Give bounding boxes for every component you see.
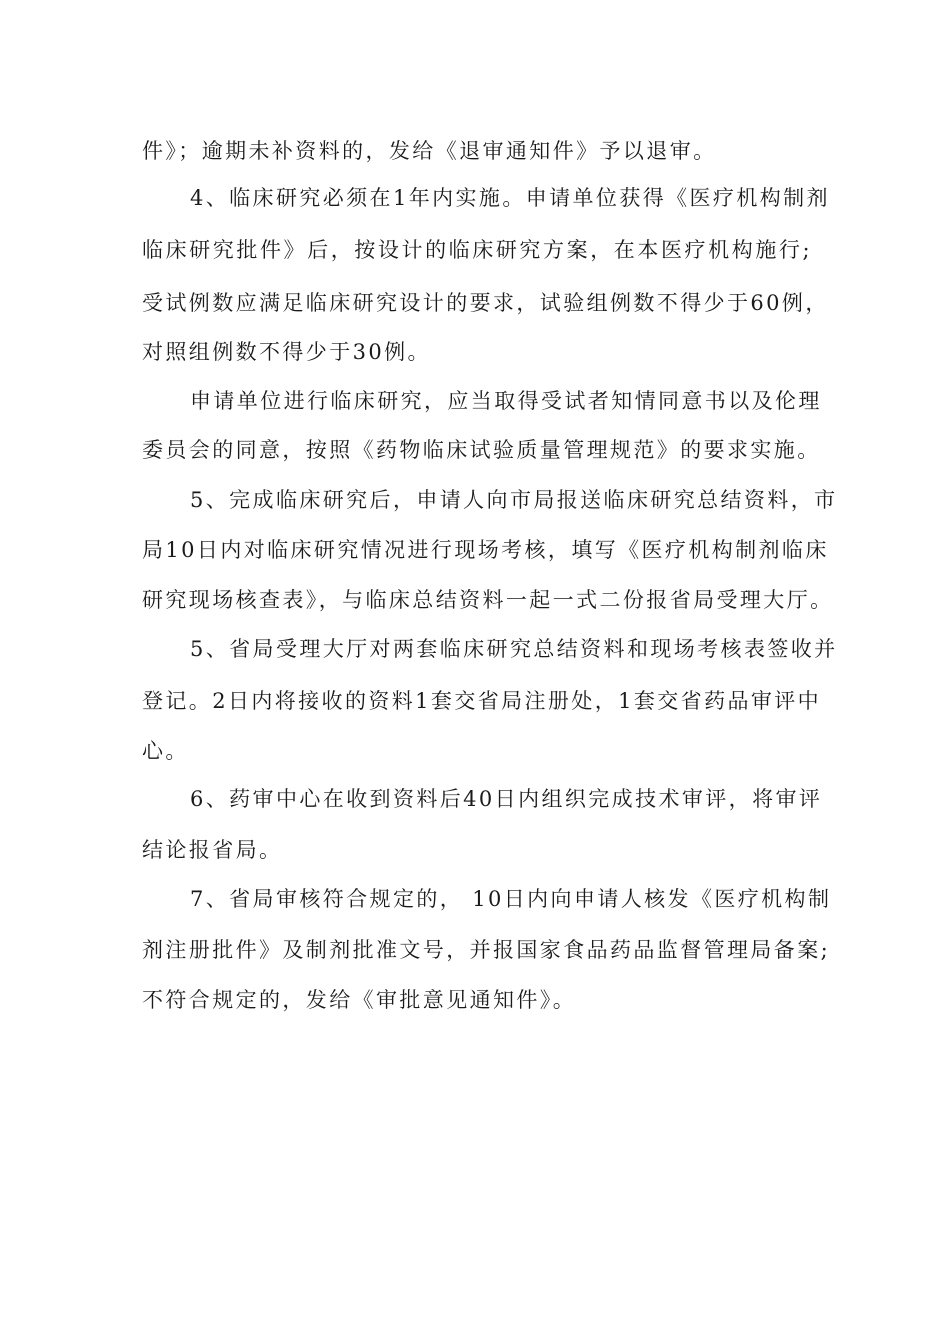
text-line: 结论报省局。 <box>142 838 283 862</box>
text-line: 局10日内对临床研究情况进行现场考核，填写《医疗机构制剂临床 <box>142 538 829 562</box>
text-line: 4、临床研究必须在1年内实施。申请单位获得《医疗机构制剂 <box>190 186 830 210</box>
text-line: 委员会的同意，按照《药物临床试验质量管理规范》的要求实施。 <box>142 438 821 462</box>
text-line: 件》；逾期未补资料的，发给《退审通知件》予以退审。 <box>142 139 717 163</box>
text-line: 申请单位进行临床研究，应当取得受试者知情同意书以及伦理 <box>190 389 822 413</box>
text-line: 5、完成临床研究后，申请人向市局报送临床研究总结资料，市 <box>190 488 838 512</box>
text-line: 6、药审中心在收到资料后40日内组织完成技术审评，将审评 <box>190 787 823 811</box>
text-line: 心。 <box>142 739 189 763</box>
text-line: 7、省局审核符合规定的， 10日内向申请人核发《医疗机构制 <box>190 887 832 911</box>
text-line: 5、省局受理大厅对两套临床研究总结资料和现场考核表签收并 <box>190 637 838 661</box>
text-line: 受试例数应满足临床研究设计的要求，试验组例数不得少于60例， <box>142 291 829 315</box>
text-line: 研究现场核查表》，与临床总结资料一起一式二份报省局受理大厅。 <box>142 588 834 612</box>
text-line: 不符合规定的，发给《审批意见通知件》。 <box>142 988 577 1012</box>
text-line: 剂注册批件》及制剂批准文号，并报国家食品药品监督管理局备案; <box>142 938 831 962</box>
text-line: 临床研究批件》后，按设计的临床研究方案，在本医疗机构施行; <box>142 238 812 262</box>
text-line: 登记。2日内将接收的资料1套交省局注册处，1套交省药品审评中 <box>142 689 822 713</box>
text-line: 对照组例数不得少于30例。 <box>142 340 431 364</box>
